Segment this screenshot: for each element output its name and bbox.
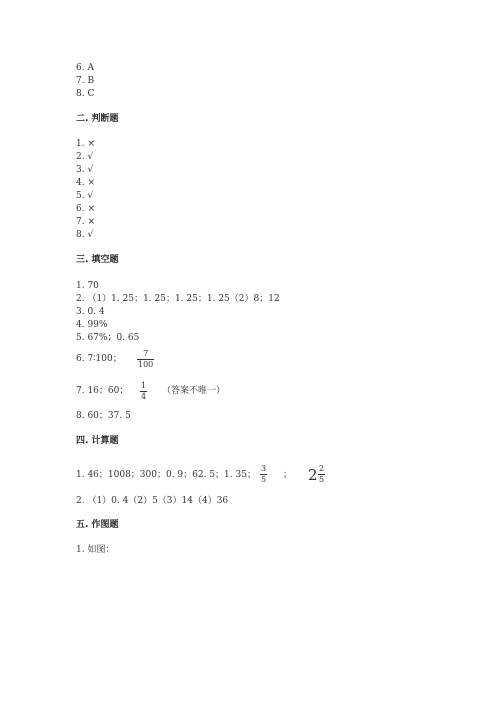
fill-answer-1: 1. 70 <box>76 281 99 291</box>
fraction-numerator: 2 <box>319 464 325 473</box>
fill-answer-7: 7. 16；60； <box>76 386 129 396</box>
fraction-7-over-100 <box>137 349 154 370</box>
fill-answer-3: 3. 0. 4 <box>76 307 105 317</box>
judge-answer-1: 1. × <box>76 139 95 149</box>
section-heading-judge: 二. 判断题 <box>76 114 119 124</box>
fraction-1-over-4 <box>140 381 147 402</box>
fraction-denominator: 5 <box>319 475 325 484</box>
section-heading-calc: 四. 计算题 <box>76 436 119 446</box>
fill-answer-5: 5. 67%；0. 65 <box>76 333 140 343</box>
calc-answer-2: 2. （1）0. 4（2）5（3）14（4）36 <box>76 496 229 506</box>
mixed-number-fraction <box>318 464 325 485</box>
judge-answer-5: 5. √ <box>76 191 94 201</box>
choice-answer-7: 7. B <box>76 76 95 86</box>
judge-answer-7: 7. × <box>76 217 95 227</box>
fraction-3-over-5 <box>260 464 267 485</box>
calc-answer-1: 1. 46；1008；300；0. 9；62. 5；1. 35； <box>76 470 256 480</box>
fraction-numerator: 3 <box>261 464 267 473</box>
mixed-number-whole: 2 <box>308 466 318 484</box>
choice-answer-8: 8. C <box>76 89 95 99</box>
judge-answer-4: 4. × <box>76 178 95 188</box>
fraction-denominator: 4 <box>141 392 147 401</box>
section-heading-draw: 五. 作图题 <box>76 520 119 530</box>
judge-answer-8: 8. √ <box>76 230 94 240</box>
choice-answer-6: 6. A <box>76 63 94 73</box>
fill-answer-7-note: （答案不唯一） <box>162 386 226 396</box>
fraction-numerator: 1 <box>141 381 147 390</box>
fill-answer-6: 6. 7∶100； <box>76 354 122 364</box>
fill-answer-8: 8. 60；37. 5 <box>76 411 131 421</box>
fraction-denominator: 5 <box>261 475 267 484</box>
fraction-denominator: 100 <box>138 360 154 369</box>
judge-answer-2: 2. √ <box>76 152 94 162</box>
judge-answer-6: 6. × <box>76 204 95 214</box>
fraction-numerator: 7 <box>137 349 154 360</box>
judge-answer-3: 3. √ <box>76 165 94 175</box>
draw-answer-1: 1. 如图： <box>76 545 115 555</box>
fill-answer-4: 4. 99% <box>76 320 108 330</box>
calc-answer-1-separator: ； <box>283 470 293 480</box>
section-heading-fill: 三. 填空题 <box>76 255 119 265</box>
fill-answer-2: 2. （1）1. 25；1. 25；1. 25；1. 25（2）8；12 <box>76 294 280 304</box>
